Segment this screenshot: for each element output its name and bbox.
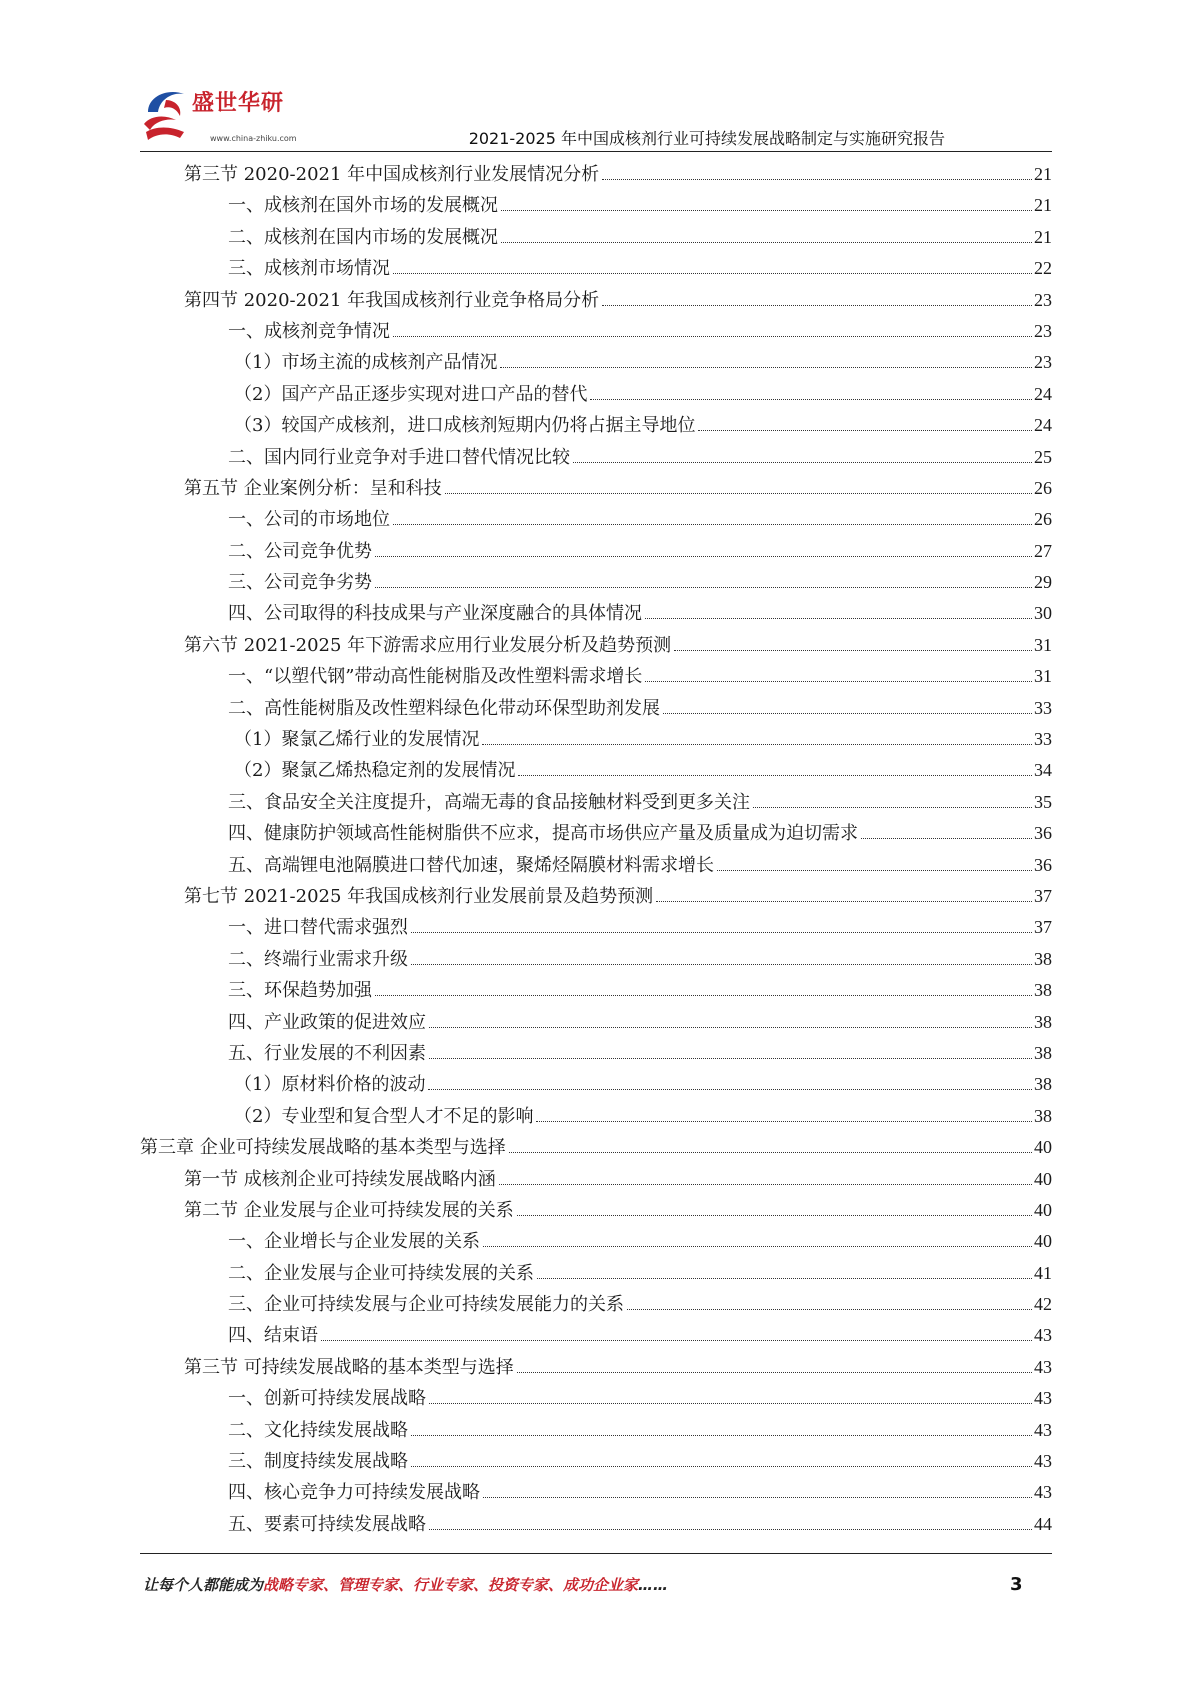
toc-entry[interactable]: [140, 222, 1052, 253]
toc-entry-label: 五、要素可持续发展战略: [228, 1513, 426, 1535]
toc-entry-label: 三、制度持续发展战略: [228, 1451, 408, 1473]
toc-entry-label: 第一节 成核剂企业可持续发展战略内涵: [184, 1168, 496, 1190]
toc-entry[interactable]: [140, 253, 1052, 284]
toc-entry-label: 第二节 企业发展与企业可持续发展的关系: [184, 1199, 514, 1221]
toc-leader-dots: [501, 210, 1032, 211]
toc-entry-page: 21: [1034, 164, 1052, 184]
toc-entry-page: 37: [1034, 917, 1052, 938]
toc-entry-page: 23: [1034, 289, 1052, 310]
toc-entry-label: （2）聚氯乙烯热稳定剂的发展情况: [234, 760, 516, 782]
toc-leader-dots: [602, 179, 1032, 180]
toc-leader-dots: [375, 995, 1032, 996]
toc-leader-dots: [411, 1466, 1032, 1467]
toc-entry-page: 24: [1034, 383, 1052, 404]
toc-leader-dots: [375, 556, 1032, 557]
toc-entry[interactable]: [140, 316, 1052, 347]
toc-leader-dots: [536, 1121, 1032, 1122]
toc-entry-page: 41: [1034, 1262, 1052, 1283]
toc-leader-dots: [861, 838, 1032, 839]
toc-entry-label: 四、产业政策的促进效应: [228, 1011, 426, 1033]
toc-entry-page: 37: [1034, 885, 1052, 906]
toc-entry-page: 43: [1034, 1356, 1052, 1377]
toc-leader-dots: [518, 775, 1032, 776]
toc-entry-label: 一、创新可持续发展战略: [228, 1388, 426, 1410]
slogan-suffix: ……: [638, 1576, 669, 1594]
toc-leader-dots: [674, 650, 1032, 651]
toc-entry-page: 27: [1034, 540, 1052, 561]
toc-entry[interactable]: [140, 504, 1052, 535]
toc-entry-page: 30: [1034, 603, 1052, 624]
toc-entry-label: 第七节 2021-2025 年我国成核剂行业发展前景及趋势预测: [184, 885, 654, 907]
toc-leader-dots: [482, 744, 1032, 745]
toc-entry-page: 24: [1034, 415, 1052, 436]
footer-slogan: [143, 1574, 668, 1595]
toc-entry-page: 43: [1034, 1325, 1052, 1346]
toc-entry[interactable]: [140, 630, 1052, 661]
toc-leader-dots: [411, 964, 1032, 965]
toc-leader-dots: [500, 367, 1032, 368]
toc-entry-page: 38: [1034, 948, 1052, 969]
toc-entry-page: 38: [1034, 1074, 1052, 1095]
toc-entry-page: 43: [1034, 1419, 1052, 1440]
slogan-highlight: 战略专家、管理专家、行业专家、投资专家、成功企业家: [263, 1576, 639, 1594]
toc-entry-label: （2）专业型和复合型人才不足的影响: [234, 1105, 534, 1127]
toc-entry-page: 43: [1034, 1451, 1052, 1472]
toc-entry-label: 二、企业发展与企业可持续发展的关系: [228, 1262, 534, 1284]
toc-leader-dots: [645, 618, 1032, 619]
slogan-prefix: 让每个人都能成为: [143, 1576, 264, 1594]
toc-entry-label: 一、成核剂在国外市场的发展概况: [228, 195, 498, 217]
toc-entry[interactable]: [140, 536, 1052, 567]
toc-entry[interactable]: [140, 661, 1052, 692]
toc-entry-page: 25: [1034, 446, 1052, 467]
toc-entry-page: 29: [1034, 572, 1052, 593]
toc-entry-page: 40: [1034, 1199, 1052, 1220]
toc-entry[interactable]: [140, 410, 1052, 441]
toc-entry-label: 第六节 2021-2025 年下游需求应用行业发展分析及趋势预测: [184, 634, 672, 656]
toc-entry[interactable]: [140, 1038, 1052, 1069]
toc-entry-page: 35: [1034, 791, 1052, 812]
toc-entry-page: 26: [1034, 477, 1052, 498]
toc-leader-dots: [393, 336, 1032, 337]
toc-entry[interactable]: [140, 473, 1052, 504]
toc-entry[interactable]: [140, 1383, 1052, 1414]
toc-entry[interactable]: [140, 787, 1052, 818]
page-number: 3: [1010, 1574, 1023, 1595]
toc-entry-label: 第五节 企业案例分析：呈和科技: [184, 477, 442, 499]
toc-entry-label: 第四节 2020-2021 年我国成核剂行业竞争格局分析: [184, 289, 600, 311]
toc-leader-dots: [573, 462, 1032, 463]
toc-entry[interactable]: [140, 1101, 1052, 1132]
toc-entry-label: （3）较国产成核剂，进口成核剂短期内仍将占据主导地位: [234, 415, 696, 437]
toc-entry-page: 22: [1034, 258, 1052, 279]
toc-leader-dots: [499, 1184, 1032, 1185]
toc-entry-label: 三、食品安全关注度提升，高端无毒的食品接触材料受到更多关注: [228, 791, 750, 813]
toc-entry[interactable]: [140, 724, 1052, 755]
toc-entry-label: （1）聚氯乙烯行业的发展情况: [234, 729, 480, 751]
toc-leader-dots: [428, 1089, 1032, 1090]
toc-leader-dots: [698, 430, 1032, 431]
toc-entry[interactable]: [140, 347, 1052, 378]
toc-entry-label: 第三章 企业可持续发展战略的基本类型与选择: [140, 1137, 506, 1159]
toc-leader-dots: [717, 870, 1032, 871]
toc-entry-label: 一、公司的市场地位: [228, 509, 390, 531]
toc-entry-label: （1）原材料价格的波动: [234, 1074, 426, 1096]
toc-entry-page: 21: [1034, 226, 1052, 247]
toc-leader-dots: [501, 242, 1032, 243]
toc-entry[interactable]: [140, 598, 1052, 629]
toc-entry-page: 23: [1034, 352, 1052, 373]
toc-entry[interactable]: [140, 1164, 1052, 1195]
toc-leader-dots: [645, 681, 1032, 682]
toc-entry-label: 一、进口替代需求强烈: [228, 917, 408, 939]
toc-leader-dots: [375, 587, 1032, 588]
toc-entry-page: 36: [1034, 854, 1052, 875]
toc-leader-dots: [483, 1246, 1032, 1247]
logo-url: www.china-zhiku.com: [210, 134, 297, 143]
toc-entry-page: 33: [1034, 729, 1052, 750]
toc-leader-dots: [627, 1309, 1032, 1310]
toc-entry-page: 31: [1034, 666, 1052, 687]
header-divider: [140, 151, 1052, 152]
toc-entry[interactable]: [140, 1446, 1052, 1477]
toc-leader-dots: [656, 901, 1032, 902]
toc-entry-label: 四、健康防护领域高性能树脂供不应求，提高市场供应产量及质量成为迫切需求: [228, 823, 858, 845]
toc-entry-page: 43: [1034, 1482, 1052, 1503]
toc-entry[interactable]: [140, 159, 1052, 190]
toc-leader-dots: [393, 273, 1032, 274]
toc-entry-page: 38: [1034, 1011, 1052, 1032]
toc-leader-dots: [753, 807, 1032, 808]
toc-entry-label: 三、企业可持续发展与企业可持续发展能力的关系: [228, 1294, 624, 1316]
toc-leader-dots: [517, 1215, 1032, 1216]
toc-entry-page: 44: [1034, 1513, 1052, 1534]
toc-entry-label: （2）国产产品正逐步实现对进口产品的替代: [234, 383, 588, 405]
toc-entry-label: 第三节 2020-2021 年中国成核剂行业发展情况分析: [184, 164, 600, 185]
toc-entry-label: （1）市场主流的成核剂产品情况: [234, 352, 498, 374]
toc-entry-page: 34: [1034, 760, 1052, 781]
toc-entry[interactable]: [140, 755, 1052, 786]
toc-entry-page: 38: [1034, 980, 1052, 1001]
toc-entry-label: 一、成核剂竞争情况: [228, 320, 390, 342]
toc-entry-label: 二、高性能树脂及改性塑料绿色化带动环保型助剂发展: [228, 697, 660, 719]
toc-entry-page: 38: [1034, 1042, 1052, 1063]
toc-leader-dots: [321, 1340, 1032, 1341]
toc-entry[interactable]: [140, 1226, 1052, 1257]
toc-entry[interactable]: [140, 1509, 1052, 1540]
toc-entry[interactable]: [140, 1352, 1052, 1383]
toc-entry-page: 40: [1034, 1168, 1052, 1189]
toc-leader-dots: [429, 1058, 1032, 1059]
toc-leader-dots: [411, 1435, 1032, 1436]
toc-entry-page: 38: [1034, 1105, 1052, 1126]
toc-leader-dots: [429, 1529, 1032, 1530]
toc-entry-label: 四、核心竞争力可持续发展战略: [228, 1482, 480, 1504]
table-of-contents: [140, 159, 1052, 1540]
toc-entry[interactable]: [140, 1289, 1052, 1320]
toc-entry-page: 43: [1034, 1388, 1052, 1409]
toc-entry-label: 二、国内同行业竞争对手进口替代情况比较: [228, 446, 570, 468]
toc-leader-dots: [429, 1403, 1032, 1404]
footer-divider: [140, 1553, 1052, 1554]
logo-text: 盛世华研: [192, 91, 285, 116]
toc-entry-label: 三、环保趋势加强: [228, 980, 372, 1002]
toc-entry[interactable]: [140, 1069, 1052, 1100]
toc-leader-dots: [445, 493, 1032, 494]
toc-entry-label: 三、成核剂市场情况: [228, 258, 390, 280]
toc-entry[interactable]: [140, 1258, 1052, 1289]
toc-entry[interactable]: [140, 1007, 1052, 1038]
toc-entry[interactable]: [140, 1320, 1052, 1351]
report-title: 2021-2025 年中国成核剂行业可持续发展战略制定与实施研究报告: [468, 129, 945, 148]
toc-leader-dots: [517, 1372, 1032, 1373]
toc-entry[interactable]: [140, 850, 1052, 881]
toc-leader-dots: [429, 1027, 1032, 1028]
toc-entry[interactable]: [140, 567, 1052, 598]
toc-entry-page: 40: [1034, 1137, 1052, 1158]
toc-entry[interactable]: [140, 285, 1052, 316]
toc-entry-label: 三、公司竞争劣势: [228, 572, 372, 594]
toc-entry[interactable]: [140, 881, 1052, 912]
toc-entry-page: 36: [1034, 823, 1052, 844]
toc-entry-label: 一、“以塑代钢”带动高性能树脂及改性塑料需求增长: [228, 666, 643, 688]
toc-leader-dots: [483, 1497, 1032, 1498]
toc-entry-label: 二、文化持续发展战略: [228, 1419, 408, 1441]
toc-entry-page: 40: [1034, 1231, 1052, 1252]
toc-leader-dots: [537, 1278, 1032, 1279]
toc-leader-dots: [590, 399, 1032, 400]
toc-entry-page: 21: [1034, 195, 1052, 216]
toc-leader-dots: [411, 932, 1032, 933]
company-logo: [140, 84, 310, 146]
toc-entry-label: 四、公司取得的科技成果与产业深度融合的具体情况: [228, 603, 642, 625]
toc-entry[interactable]: [140, 693, 1052, 724]
toc-entry-label: 二、成核剂在国内市场的发展概况: [228, 226, 498, 248]
toc-entry[interactable]: [140, 379, 1052, 410]
toc-entry[interactable]: [140, 944, 1052, 975]
toc-entry[interactable]: [140, 1477, 1052, 1508]
toc-entry[interactable]: [140, 1132, 1052, 1163]
toc-entry-label: 二、公司竞争优势: [228, 540, 372, 562]
toc-entry-label: 四、结束语: [228, 1325, 318, 1347]
logo-emblem-icon: [140, 84, 200, 146]
toc-entry-page: 23: [1034, 320, 1052, 341]
toc-entry-label: 五、行业发展的不利因素: [228, 1042, 426, 1064]
toc-entry-label: 第三节 可持续发展战略的基本类型与选择: [184, 1356, 514, 1378]
toc-leader-dots: [509, 1152, 1032, 1153]
toc-entry[interactable]: [140, 190, 1052, 221]
toc-entry[interactable]: [140, 1415, 1052, 1446]
toc-entry-page: 33: [1034, 697, 1052, 718]
toc-entry[interactable]: [140, 1195, 1052, 1226]
toc-leader-dots: [393, 524, 1032, 525]
toc-entry-label: 一、企业增长与企业发展的关系: [228, 1231, 480, 1253]
toc-leader-dots: [602, 305, 1032, 306]
toc-entry-label: 二、终端行业需求升级: [228, 948, 408, 970]
toc-entry[interactable]: [140, 975, 1052, 1006]
toc-entry[interactable]: [140, 442, 1052, 473]
toc-entry[interactable]: [140, 912, 1052, 943]
toc-entry-page: 31: [1034, 634, 1052, 655]
toc-entry[interactable]: [140, 818, 1052, 849]
toc-entry-label: 五、高端锂电池隔膜进口替代加速，聚烯烃隔膜材料需求增长: [228, 854, 714, 876]
toc-leader-dots: [663, 713, 1032, 714]
toc-entry-page: 42: [1034, 1294, 1052, 1315]
toc-entry-page: 26: [1034, 509, 1052, 530]
